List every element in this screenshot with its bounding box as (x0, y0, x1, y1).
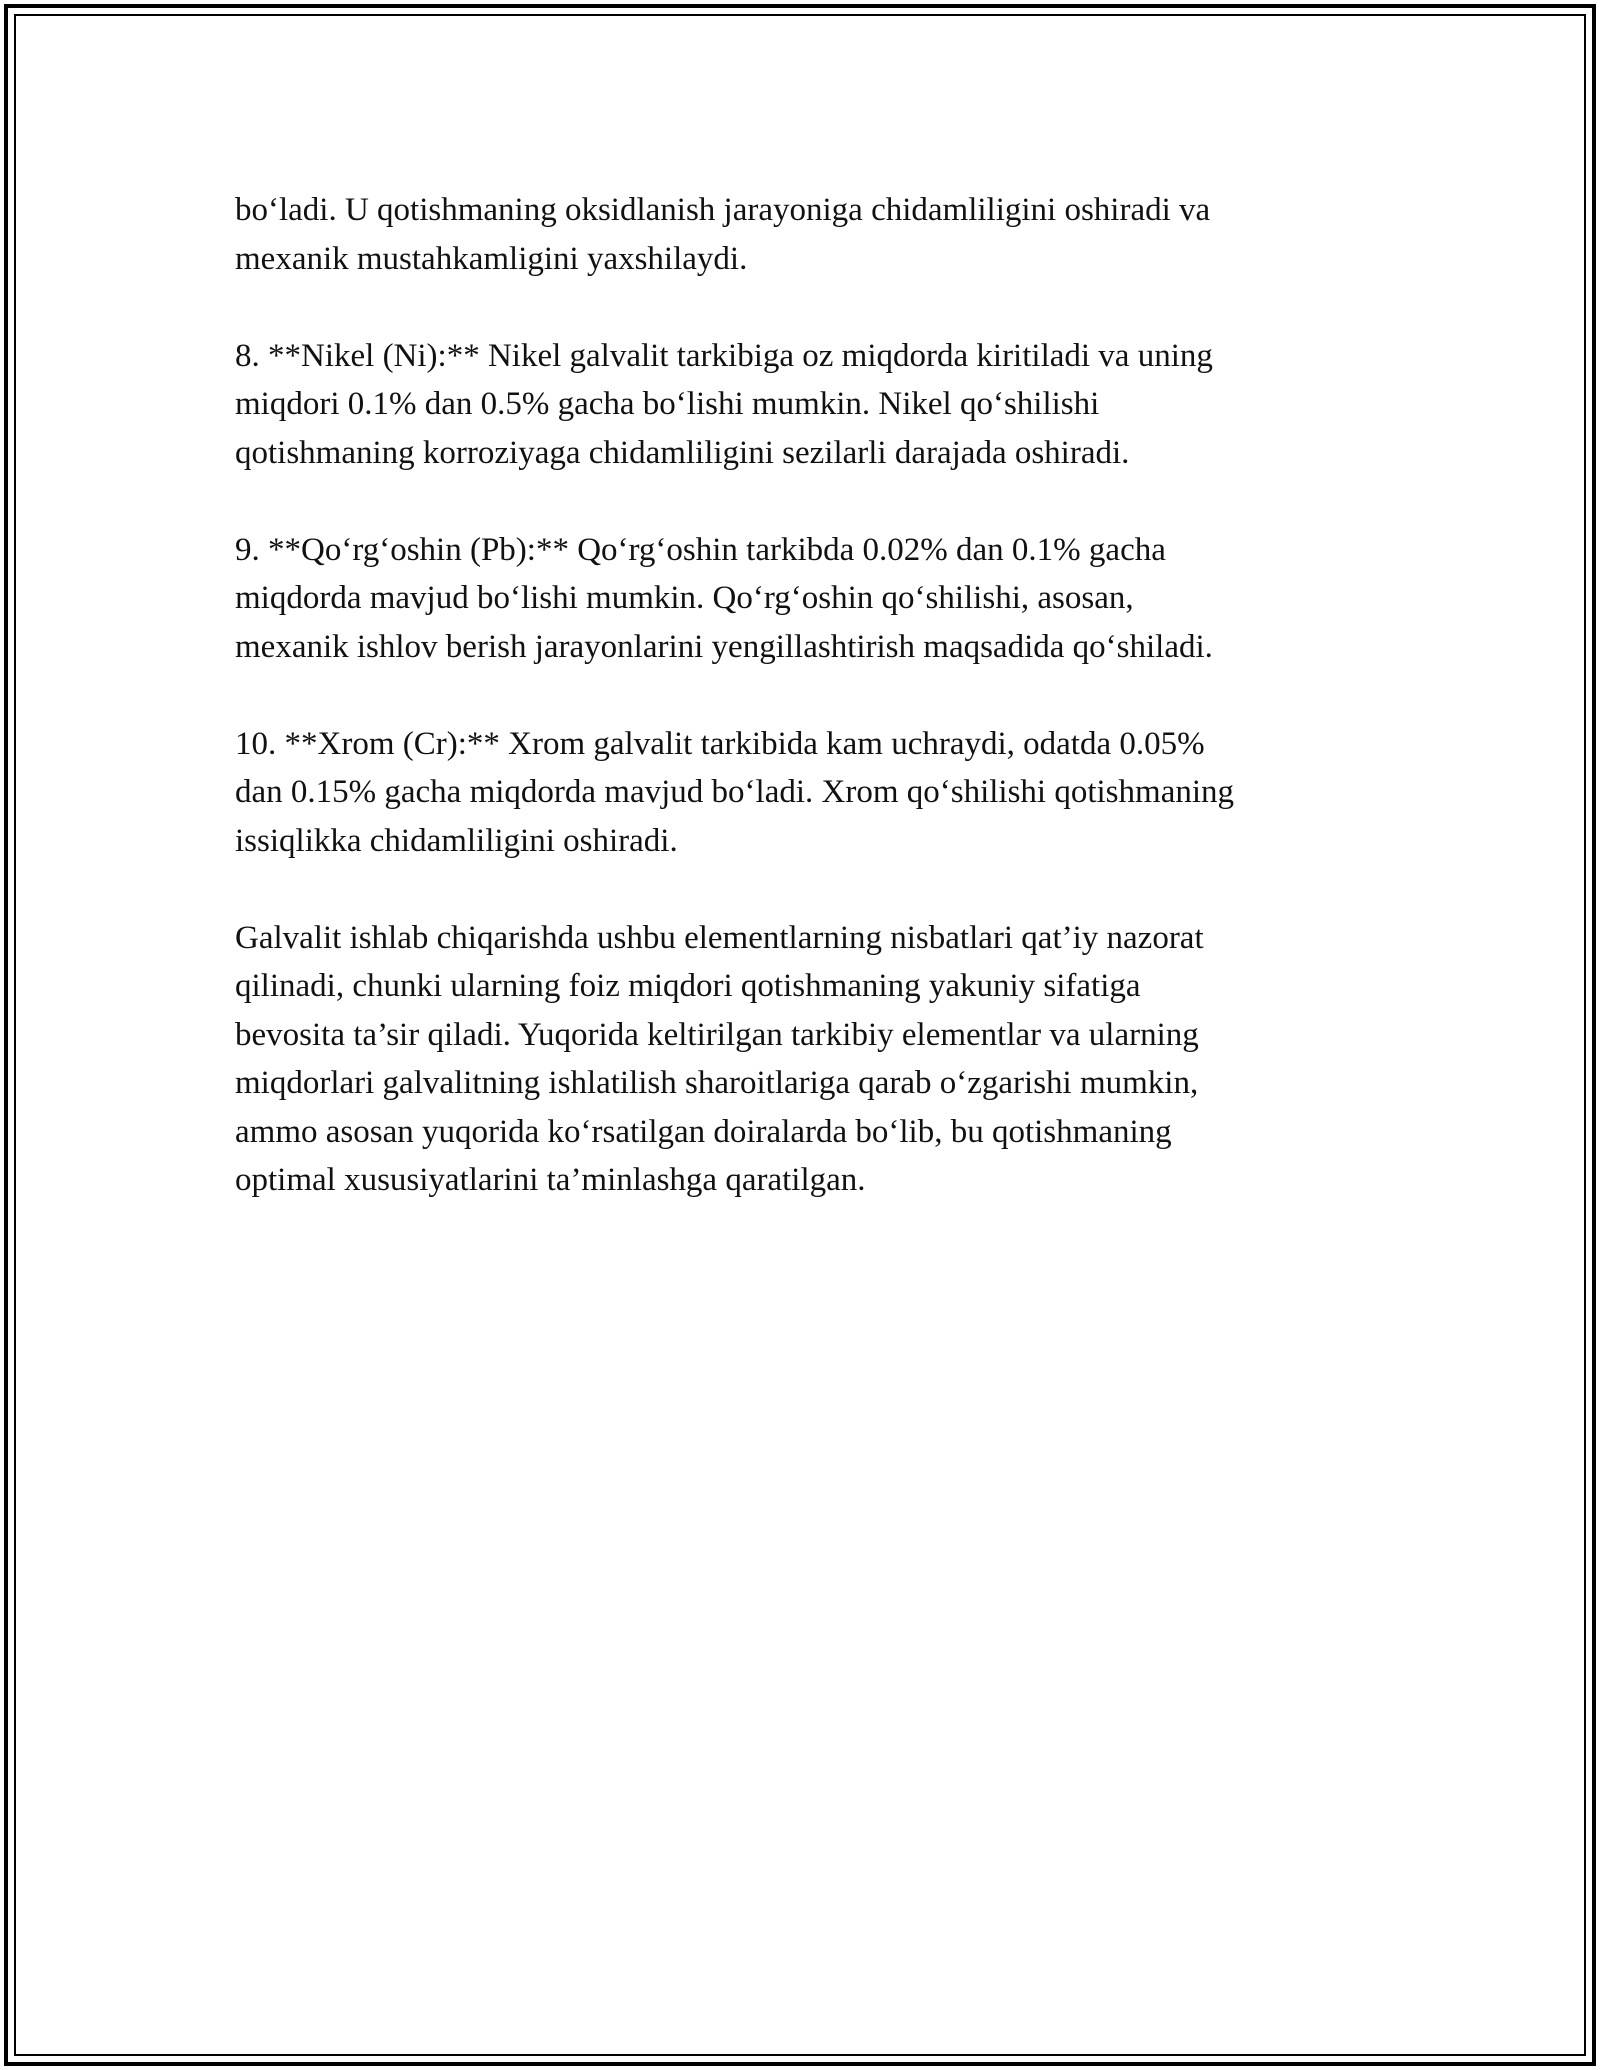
document-body (235, 186, 1365, 1253)
paragraph-xrom: 10. **Xrom (Cr):** Xrom galvalit tarkibida kam uchraydi, odatda 0.05% dan 0.15% gacha miqdorda mavjud bo‘ladi. Xrom qo‘shilishi qotishmaning issiqlikka chidamliligini oshiradi. (235, 725, 1235, 859)
paragraph-nikel: 8. **Nikel (Ni):** Nikel galvalit tarkibiga oz miqdorda kiritiladi va uning miqdori 0.1% dan 0.5% gacha bo‘lishi mumkin. Nikel qo‘shilishi qotishmaning korroziyaga chidamliligini sezilarli darajada oshiradi. (235, 337, 1213, 471)
paragraph-continuation: bo‘ladi. U qotishmaning oksidlanish jarayoniga chidamliligini oshiradi va mexanik mustahkamligini yaxshilaydi. (235, 192, 1211, 277)
paragraph-conclusion: Galvalit ishlab chiqarishda ushbu elementlarning nisbatlari qat’iy nazorat qilinadi, chunki ularning foiz miqdori qotishmaning yakuniy sifatiga bevosita ta’sir qiladi. Yuqorida keltirilgan tarkibiy elementlar va ularning miqdorlari galvalitning ishlatilish sharoitlariga qarab o‘zgarishi mumkin, ammo asosan yuqorida ko‘rsatilgan doiralarda bo‘lib, bu qotishmaning optimal xususiyatlarini ta’minlashga qaratilgan. (235, 919, 1204, 1198)
paragraph-qorgoshin: 9. **Qo‘rg‘oshin (Pb):** Qo‘rg‘oshin tarkibda 0.02% dan 0.1% gacha miqdorda mavjud bo‘lishi mumkin. Qo‘rg‘oshin qo‘shilishi, asosan, mexanik ishlov berish jarayonlarini yengillashtirish maqsadida qo‘shiladi. (235, 531, 1213, 665)
